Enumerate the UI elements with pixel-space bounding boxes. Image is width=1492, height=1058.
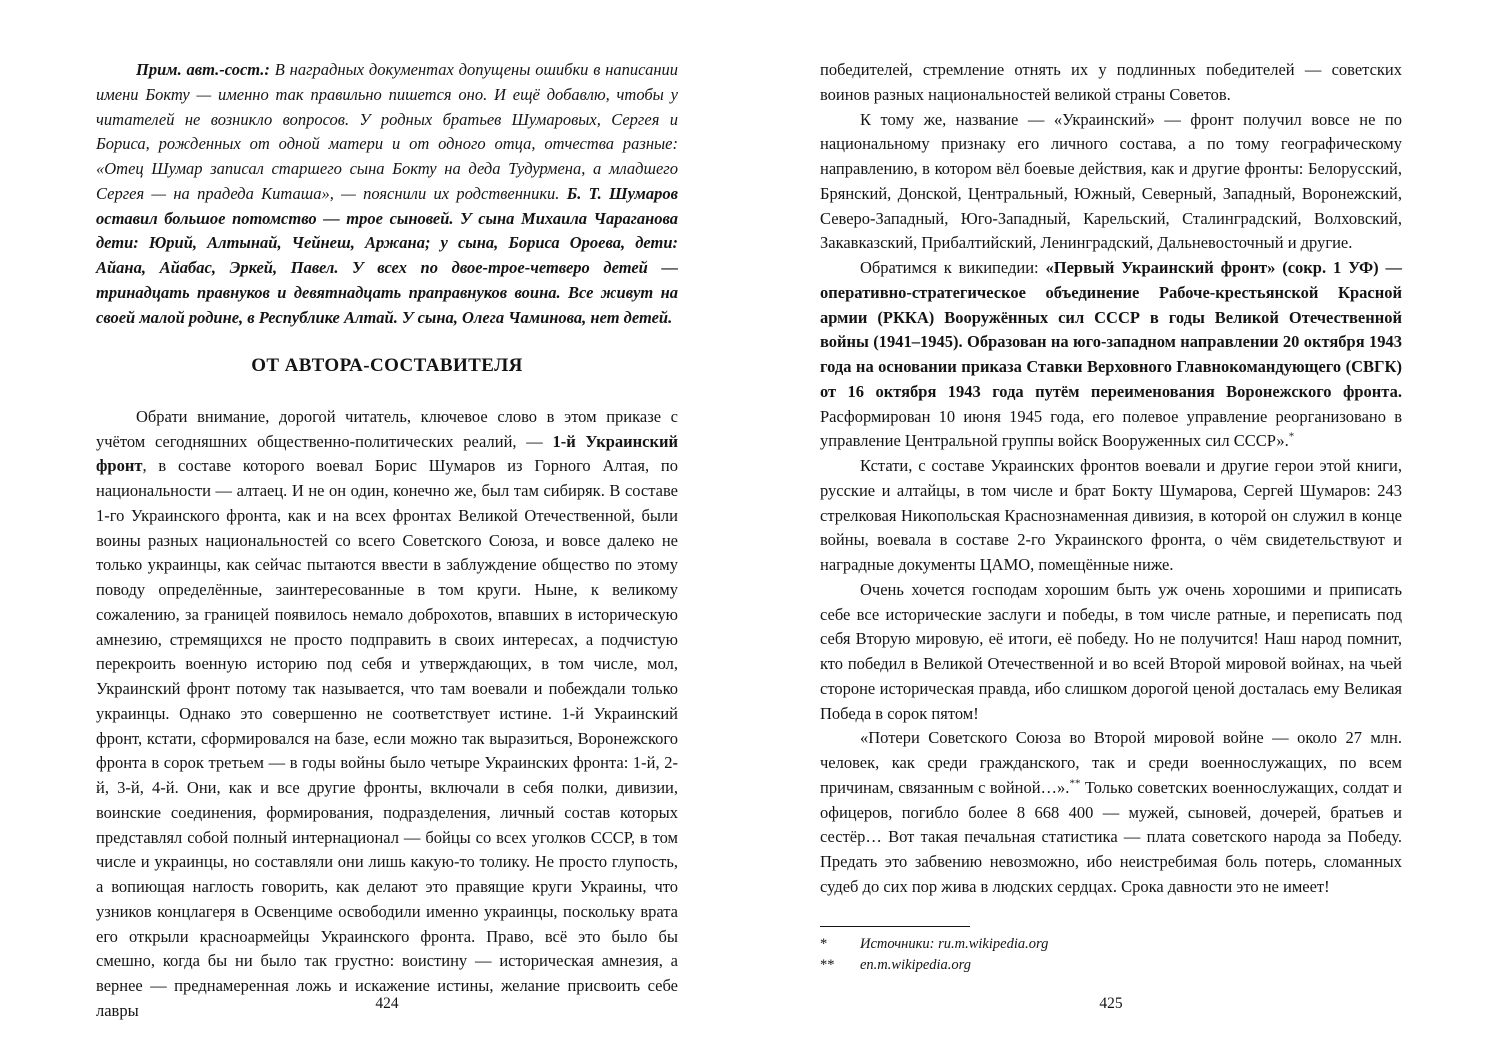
author-compiler-note (96, 58, 678, 330)
footnote (820, 955, 1402, 976)
paragraph-text: «Потери Советского Союза во Второй мировой войне — около 27 млн. человек, как среди гражданского, так и среди военнослужащих, по всем причинам, связанным с войной…». (820, 728, 1402, 797)
footnote (820, 934, 1402, 955)
paragraph-victory: Очень хочется господам хорошим быть уж очень хорошими и приписать себе все исторические заслуги и победы, в том числе ратные, и переписать под себя Вторую мировую, её итоги, её победу. Но не получится! Наш народ помнит, кто победил в Великой Отечественной и во всей Второй мировой войнах, на чьей стороне историческая правда, ибо слишком дорогой ценой досталась ему Великая Победа в сорок пятом! (820, 579, 1402, 723)
body-paragraph-left (96, 405, 678, 1024)
note-label: Прим. авт.-сост.: (136, 60, 270, 79)
paragraph-text: Обратимся к википедии: (860, 258, 1046, 277)
paragraph-fronts-list: К тому же, название — «Украинский» — фронт получил вовсе не по национальному признаку его личного состава, а по тому географическому направлению, в котором вёл боевые действия, как и другие фронты: Белорусский, Брянский, Донской, Центральный, Южный, Северный, Западный, Воронежский, Северо-Западный, Юго-Западный, Карельский, Сталинградский, Волховский, Закавказский, Прибалтийский, Ленинградский, Дальневосточный и другие. (820, 109, 1402, 253)
paragraph-continuation: победителей, стремление отнять их у подлинных победителей — советских воинов разных национальностей великой страны Советов. (820, 60, 1402, 104)
footnotes-block (820, 926, 1402, 976)
page-number-left: 424 (375, 995, 399, 1012)
footnote-marker: * (820, 935, 828, 952)
footnote-divider (820, 926, 970, 927)
paragraph-wikipedia-quote (820, 256, 1402, 454)
note-body: В наградных документах допущены ошибки в написании имени Бокту — именно так правильно пишется оно. И ещё добавлю, чтобы у читателей не возникло вопросов. У родных братьев Шумаровых, Сергея и Бориса, рожденных от одной матери и от одного отца, отчества разные: «Отец Шумар записал старшего сына Бокту на деда Тудурмена, а младшего Сергея — на прадеда Киташа», — пояснили их родственники. (96, 60, 679, 203)
page-right (820, 58, 1402, 976)
footnote-reference-2: ** (1069, 777, 1081, 790)
bold-phrase-ukrainian-front: 1-й Украинский фронт (96, 431, 678, 476)
footnote-reference-1: * (1288, 430, 1295, 443)
paragraph-text: Расформирован 10 июня 1945 года, его полевое управление реорганизовано в управление Центральной группы войск Вооруженных сил СССР». (820, 406, 1402, 451)
paragraph-losses (820, 726, 1402, 899)
paragraph-text: Обрати внимание, дорогой читатель, ключевое слово в этом приказе с учётом сегодняшних общественно-политических реалий, — (96, 406, 678, 451)
bold-quote-first-ukrainian-front: «Первый Украинский фронт» (сокр. 1 УФ) — оперативно-стратегическое объединение Рабоче-крестьянской Красной армии (РККА) Вооружённых сил СССР в годы Великой Отечественной войны (1941–1945). Образован на юго-западном направлении 20 октября 1943 года на основании приказа Ставки Верховного Главнокомандующего (СВГК) от 16 октября 1943 года путём переименования Воронежского фронта. (820, 258, 1402, 401)
note-bold-tail: Б. Т. Шумаров оставил большое потомство — трое сыновей. У сына Михаила Чараганова дети: Юрий, Алтынай, Чейнеш, Аржана; у сына, Бориса Ороева, дети: Айана, Айабас, Эркей, Павел. У всех по двое-трое-четверо детей — тринадцать правнуков и девятнадцать праправнуков воина. Все живут на своей малой родине, в Республике Алтай. У сына, Олега Чаминова, нет детей. (96, 183, 678, 327)
footnote-text: Источники: ru.m.wikipedia.org (860, 935, 1049, 952)
paragraph-text: Только советских военнослужащих, солдат и офицеров, погибло более 8 668 400 — мужей, сыновей, дочерей, братьев и сестёр… Вот такая печальная статистика — плата советского народа за Победу. Предать это забвению невозможно, ибо неистребимая боль потерь, сломанных судеб до сих пор жива в людских сердцах. Срока давности это не имеет! (820, 777, 1402, 896)
page-number-right: 425 (1099, 995, 1123, 1012)
footnote-marker: ** (820, 956, 835, 973)
paragraph-text: , в составе которого воевал Борис Шумаров из Горного Алтая, по национальности — алтаец. И не он один, конечно же, был там сибиряк. В составе 1-го Украинского фронта, как и на всех фронтах Великой Отечественной, были воины разных национальностей со всего Советского Союза, и вовсе далеко не только украинцы, как сейчас пытаются ввести в заблуждение общество по этому поводу определённые, заинтересованные в том круги. Ныне, к великому сожалению, за границей появилось немало доброхотов, впавших в историческую амнезию, стремящихся не просто подправить в своих интересах, а подчистую перекроить военную историю под себя и утверждающих, в том числе, мол, Украинский фронт потому так называется, что там воевали и побеждали только украинцы. Однако это совершенно не соответствует истине. 1-й Украинский фронт, кстати, сформировался на базе, если можно так выразиться, Воронежского фронта в сорок третьем — в годы войны было четыре Украинских фронта: 1-й, 2-й, 3-й, 4-й. Они, как и все другие фронты, включали в себя полки, дивизии, воинские соединения, формирования, подразделения, личный состав которых представлял собой полный интернационал — бойцы со всех уголков СССР, в том числе и украинцы, но составляли они лишь какую-то толику. Не просто глупость, а вопиющая наглость говорить, как делают это правящие круги Украины, что узников концлагеря в Освенциме освободили именно украинцы, поскольку врата его открыли красноармейцы Украинского фронта. Право, всё это было бы смешно, когда бы ни было так грустно: воистину — историческая амнезия, а вернее — преднамеренная ложь и искажение истины, желание присвоить себе лавры (96, 456, 678, 1020)
section-heading: ОТ АВТОРА-СОСТАВИТЕЛЯ (251, 355, 523, 377)
footnote-text: en.m.wikipedia.org (860, 956, 972, 973)
page-left (96, 58, 678, 1024)
paragraph-division: Кстати, с составе Украинских фронтов воевали и другие герои этой книги, русские и алтайцы, в том числе и брат Бокту Шумарова, Сергей Шумаров: 243 стрелковая Никопольская Краснознаменная дивизия, в которой он служил в конце войны, воевала в составе 2-го Украинского фронта, о чём свидетельствуют и наградные документы ЦАМО, помещённые ниже. (820, 456, 1402, 574)
